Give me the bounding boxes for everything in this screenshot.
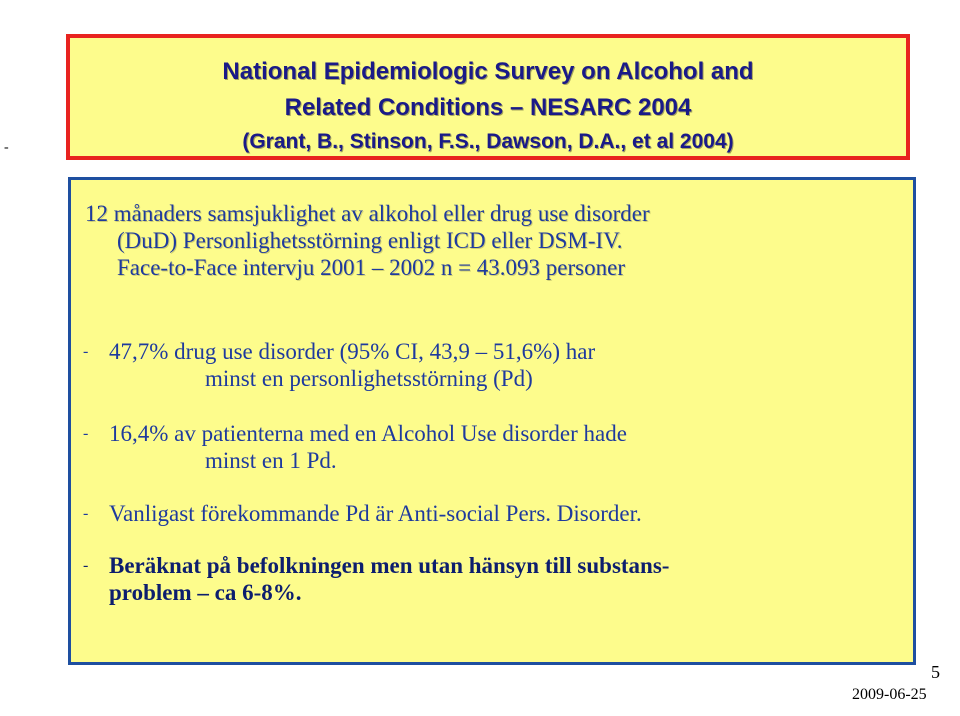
corner-mark: - bbox=[4, 140, 9, 155]
bullet-line-1: Vanligast förekommande Pd är Anti-social Pers. Disorder. bbox=[109, 501, 642, 526]
bullet-line-2: minst en 1 Pd. bbox=[205, 448, 337, 473]
bullet-most-common-pd bbox=[83, 500, 903, 527]
bullet-alcohol-use-disorder bbox=[83, 420, 903, 474]
bullet-dash: - bbox=[83, 425, 89, 442]
bullet-line-1: Beräknat på befolkningen men utan hänsyn till substans- bbox=[109, 553, 670, 578]
bullet-population-estimate bbox=[83, 552, 903, 606]
title-citation: (Grant, B., Stinson, F.S., Dawson, D.A., et al 2004) bbox=[242, 130, 734, 153]
intro-line-1: 12 månaders samsjuklighet av alkohol eller drug use disorder bbox=[85, 201, 650, 226]
content-box bbox=[68, 177, 916, 665]
intro-line-2: (DuD) Personlighetsstörning enligt ICD eller DSM-IV. bbox=[117, 228, 623, 253]
slide-date: 2009-06-25 bbox=[852, 686, 927, 703]
bullet-line-1: 47,7% drug use disorder (95% CI, 43,9 – 51,6%) har bbox=[109, 339, 596, 364]
bullet-line-2: problem – ca 6-8%. bbox=[109, 580, 302, 605]
slide-number: 5 bbox=[931, 662, 940, 682]
title-box bbox=[66, 34, 910, 160]
bullet-dash: - bbox=[83, 505, 89, 522]
title-line-2: Related Conditions – NESARC 2004 bbox=[284, 94, 692, 121]
bullet-dash: - bbox=[83, 343, 89, 360]
title-line-1: National Epidemiologic Survey on Alcohol and bbox=[222, 58, 754, 85]
intro-text bbox=[85, 200, 905, 281]
bullet-line-1: 16,4% av patienterna med en Alcohol Use disorder hade bbox=[109, 421, 627, 446]
intro-line-3: Face-to-Face intervju 2001 – 2002 n = 43.093 personer bbox=[117, 255, 625, 280]
bullet-line-2: minst en personlighetsstörning (Pd) bbox=[205, 366, 533, 391]
bullet-dash: - bbox=[83, 557, 89, 574]
bullet-drug-use-disorder bbox=[83, 338, 903, 392]
